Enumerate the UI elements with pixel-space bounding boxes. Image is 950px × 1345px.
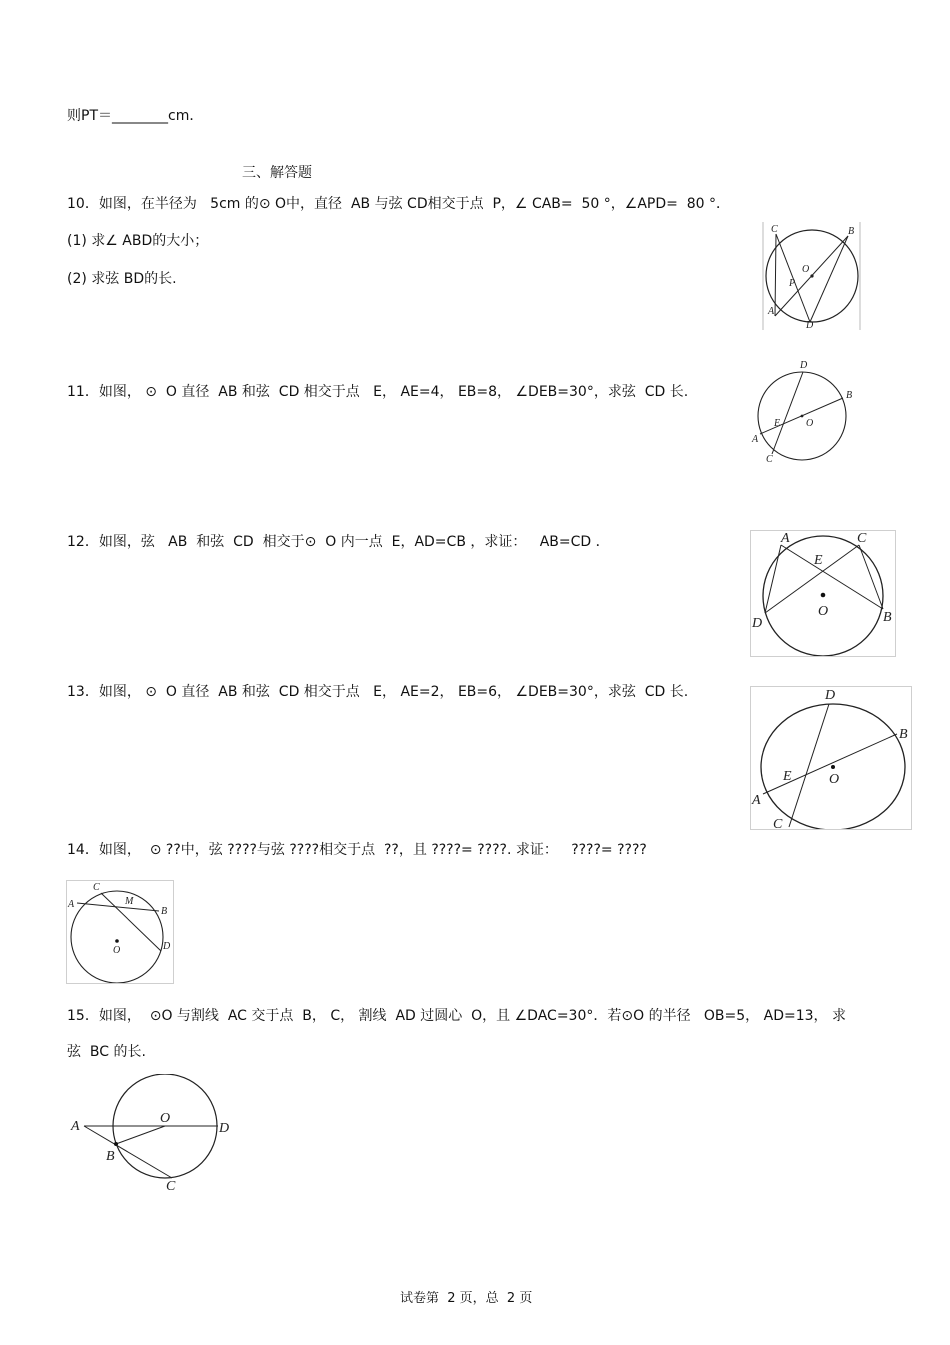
label-o: O	[806, 418, 814, 429]
question-13-figure	[750, 686, 912, 830]
label-d: D	[163, 941, 171, 952]
label-b: B	[883, 610, 892, 625]
label-b: B	[899, 727, 908, 742]
question-12-text: 12．如图，弦 AB 和弦 CD 相交于⊙ O 内一点 E，AD=CB ，求证： AB=CD ．	[67, 534, 610, 550]
label-b: B	[848, 226, 855, 237]
question-15-figure	[68, 1074, 248, 1196]
label-b: B	[106, 1149, 115, 1164]
label-d: D	[806, 320, 814, 330]
label-o: O	[829, 772, 840, 787]
label-e: E	[783, 769, 792, 784]
page-footer: 试卷第 2 页，总 2 页	[400, 1291, 533, 1306]
question-13-text: 13．如图， ⊙ O 直径 AB 和弦 CD 相交于点 E， AE=2， EB=6， ∠DEB=30°，求弦 CD 长.	[67, 684, 689, 700]
question-15-text-cont: 弦 BC 的长.	[67, 1044, 146, 1060]
label-d: D	[219, 1121, 230, 1136]
label-c: C	[166, 1179, 176, 1194]
label-d: D	[752, 616, 763, 631]
label-b: B	[161, 906, 168, 917]
label-c: C	[771, 224, 778, 235]
label-e: E	[774, 418, 781, 429]
question-10-text: 10．如图，在半径为 5cm 的⊙ O中，直径 AB 与弦 CD相交于点 P，∠ CAB= 50 °，∠APD= 80 °．	[67, 196, 731, 212]
label-m: M	[125, 896, 134, 907]
label-c: C	[857, 531, 867, 546]
blank-answer-line: 则PT＝________cm．	[67, 108, 204, 124]
section-title: 三、解答题	[242, 165, 312, 181]
label-a: A	[752, 434, 759, 445]
question-10-figure	[762, 222, 862, 330]
label-b: B	[846, 390, 853, 401]
label-e: E	[814, 553, 823, 568]
label-a: A	[781, 531, 790, 546]
question-10-part-1: (1) 求∠ ABD的大小；	[67, 233, 209, 249]
question-10-part-2: (2) 求弦 BD的长.	[67, 271, 177, 287]
label-c: C	[766, 454, 773, 465]
label-p: P	[789, 278, 796, 289]
label-o: O	[160, 1111, 171, 1126]
label-o: O	[818, 604, 829, 619]
label-d: D	[800, 360, 808, 371]
label-a: A	[768, 306, 775, 317]
label-a: A	[752, 793, 761, 808]
label-c: C	[773, 817, 783, 829]
question-14-text: 14．如图， ⊙ ??中，弦 ????与弦 ????相交于点 ??，且 ????= ????. 求证： ????= ????	[67, 842, 647, 858]
question-11-figure	[750, 358, 855, 466]
label-o: O	[802, 264, 810, 275]
question-11-text: 11．如图， ⊙ O 直径 AB 和弦 CD 相交于点 E， AE=4， EB=8， ∠DEB=30°，求弦 CD 长.	[67, 384, 689, 400]
label-a: A	[68, 899, 75, 910]
label-d: D	[825, 688, 836, 703]
label-o: O	[113, 945, 121, 956]
label-c: C	[93, 882, 100, 893]
question-14-figure	[66, 880, 174, 984]
question-12-figure	[750, 530, 896, 657]
label-a: A	[71, 1119, 80, 1134]
question-15-text: 15．如图， ⊙O 与割线 AC 交于点 B， C， 割线 AD 过圆心 O，且 ∠DAC=30°．若⊙O 的半径 OB=5， AD=13， 求	[67, 1008, 846, 1024]
